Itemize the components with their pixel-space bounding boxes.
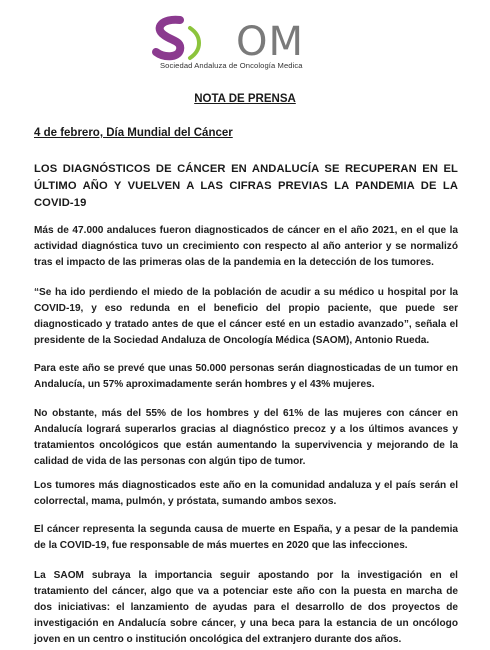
paragraph-3: Para este año se prevé que unas 50.000 personas serán diagnosticadas de un tumor en Andalucía, un 57% aproximadamente serán hombres y el 43% mujeres. xyxy=(34,363,458,390)
paragraph-7: La SAOM subraya la importancia seguir apostando por la investigación en el tratamiento del cáncer, algo que va a potenciar este año con la puesta en marcha de dos iniciativas: el lanzamiento de ayudas para el desarrollo de dos proyectos de investigación en Andalucía sobre cáncer, y una beca para la estancia de un oncólogo joven en un centro o institución oncológica del extranjero durante dos años. xyxy=(34,570,458,645)
logo-subtitle: Sociedad Andaluza de Oncología Medica xyxy=(160,61,303,70)
paragraph-5: Los tumores más diagnosticados este año en la comunidad andaluza y el país serán el colorrectal, mama, pulmón, y próstata, sumando ambos sexos. xyxy=(34,480,458,507)
paragraph-6: El cáncer representa la segunda causa de muerte en España, y a pesar de la pandemia de la COVID-19, fue responsable de más muertes en 2020 que las infecciones. xyxy=(34,524,458,551)
paragraph-4: No obstante, más del 55% de los hombres y del 61% de las mujeres con cáncer en Andalucía logrará superarlos gracias al diagnóstico precoz y a los últimos avances y tratamientos oncológicos que están aumentando la supervivencia y mejorando de la calidad de vida de las personas con algún tipo de tumor. xyxy=(34,408,458,467)
headline: LOS DIAGNÓSTICOS DE CÁNCER EN ANDALUCÍA SE RECUPERAN EN EL ÚLTIMO AÑO Y VUELVEN A LAS CIFRAS PREVIAS LA PANDEMIA DE LA COVID-19 xyxy=(34,163,458,209)
logo-wordmark: OM xyxy=(236,19,304,65)
saom-logo-mark xyxy=(150,14,210,64)
date-line: 4 de febrero, Día Mundial del Cáncer xyxy=(34,127,233,139)
saom-logo xyxy=(150,14,340,74)
paragraph-1: Más de 47.000 andaluces fueron diagnosticados de cáncer en el año 2021, en el que la actividad diagnóstica tuvo un crecimiento con respecto al año anterior y se normalizó tras el impacto de las primeras olas de la pandemia en la detección de los tumores. xyxy=(34,225,458,268)
press-release-label: NOTA DE PRENSA xyxy=(194,93,296,105)
paragraph-2: “Se ha ido perdiendo el miedo de la población de acudir a su médico u hospital por la COVID-19, y eso redunda en el beneficio del propio paciente, que puede ser diagnosticado y tratado antes de que el cáncer esté en un estadio avanzado”, señala el presidente de la Sociedad Andaluza de Oncología Médica (SAOM), Antonio Rueda. xyxy=(34,287,458,346)
